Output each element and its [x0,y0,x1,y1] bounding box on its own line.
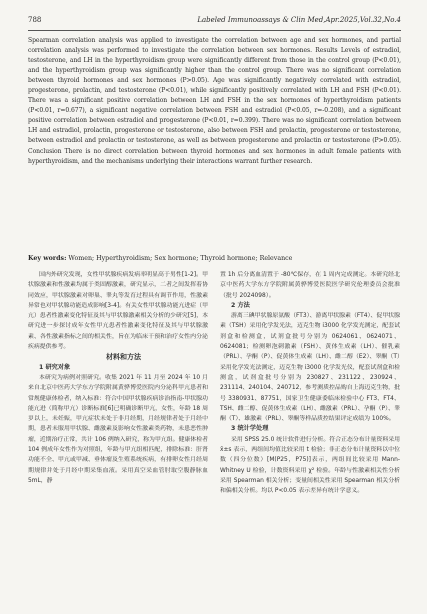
intro-paragraph: 国内外研究发现，女性甲状腺疾病发病率明显高于男性[1-2]。甲状腺激素和性激素均属于类固醇激素，研究显示，二者之间发挥着协同效应，甲状腺激素对卵巢、睾丸等发育过程具有调节作用，性激素异常也对甲状腺功能造成影响[3-4]。有关女性甲状腺功能亢进症（甲亢）患者性激素变化特征及其与甲状腺激素相关分析的少研究[5]，本研究进一步探讨成年女性甲亢患者性激素变化特征及其与甲状腺激素、各性激素指标之间的相关性，旨在为临床干预和治疗女性内分泌疾病提供参考。 [28,272,208,351]
page-number: 788 [28,16,42,24]
subheading-subjects: 1 研究对象 [39,363,71,371]
keywords-text: Women; Hyperthyroidism; Sex hormone; Thyroid hormone; Relevance [68,255,293,262]
right-column [220,270,400,497]
abstract-text [28,36,401,167]
page-header [28,12,401,31]
section-heading-methods: 材料和方法 [106,353,141,362]
methods-paragraph: 游离三碘甲状腺原氨酸（FT3）、游离甲状腺素（FT4）、促甲状腺素（TSH）采用化学发光法，迈克生物 i3000 化学发光测定，配套试剂盒和检测盒，试剂盒批号分别为 0624061、0624071、0624081；检测卵泡刺激素（FSH）、黄体生成素（LH）、催乳素（PRL）、孕酮（P）、促黄体生成素（LH）、雌二醇（E2）、睾酮（T）采用化学发光法测定，迈克生物 i3000 化学发光仪，配套试剂盒和检测盒，试剂盒批号分别为 230827、231122、230924、231114、240104、240712，参考测质控品购自上海迈克生物，批号 3380931、87751，国家卫生健康委临床检验中心 FT3、FT4、TSH、雌二醇、促黄体生成素（LH）、雌激素（PRL）、孕酮（P）、睾酮（T）、雄激素（PRL）、睾酮等样品质控结果评定成绩为 100%。 [220,313,400,423]
statistics-paragraph: 采用 SPSS 25.0 统计软件进行分析。符合正态分布计量资料采用 x̄±s 表示，两组间均值比较采用 t 检验；非正态分布计量资料以中位数（四分位数）[M(P25，P75)]表示，两组间比较采用 Mann-Whitney U 检验，计数资料采用 χ² 检验。年龄与性激素相关性分析采用 Spearman 相关分析；变量间相关性采用 Spearman 相关分析和偏相关分析。均以 P<0.05 表示差异有统计学意义。 [220,436,400,495]
keywords [28,254,401,264]
subheading-methods: 2 方法 [231,301,250,309]
subheading-statistics: 3 统计学处理 [231,425,269,433]
keywords-label: Key words: [28,255,67,262]
left-column [28,270,208,486]
continuation-paragraph: 置 1h 后分离血清置于 -80℃保存，在 1 周内完成测定。本研究经北京中医药大学东方学院附属黄骅博爱医院医学研究伦理委员会批准（批号 2024098）。 [220,272,400,299]
journal-citation: Labeled Immunoassays & Clin Med,Apr.2025,Vol.32,No.4 [197,16,401,24]
subjects-paragraph: 本研究为病例对照研究。收集 2021 年 11 月至 2024 年 10 月来自北京中医药大学东方学院附属黄骅博爱医院内分泌科甲亢患者和常规健康体检者，纳入标准：符合中国甲状腺疾病诊治指南-甲状腺功能亢进（简称甲亢）诊断标准[6]已明确诊断甲亢，女性，年龄 18 周岁以上，未妊娠，甲亢症状未处于非月经期，月经规律者处于月经中期，患者未服用甲状腺、雌激素及影响女性激素类药物，未患恶性肿瘤，近期治疗正常，共计 106 例纳入研究，称为甲亢组。健康体检者 104 例成年女性作为对照组，年龄与甲亢组相匹配，排除标准：肝肾功能不全、甲亢或甲减、垂体瘤及生殖系统疾病，有排卵女性月经周期规律并处于月经中期采集血液。采用真空采血管肘取空腹静脉血 5mL，静 [28,374,208,484]
abstract-paragraph: Spearman correlation analysis was applied to investigate the correlation between age and sex hormones, and partial correlation analysis was performed to investigate the correlation between sex hormones. Results Levels of estradiol, testosterone, and LH in the hyperthyroidism group were significantly different from those in the control group (P<0.01), and the hyperthyroidism group was significantly higher than the control group. There was no significant correlation between thyroid hormones and sex hormones (P>0.05). Age was significantly negatively correlated with estradiol, progesterone, prolactin, and testosterone (P<0.01), while significantly positively correlated with LH and FSH (P<0.01). There was a significant positive correlation between LH and FSH in the sex hormones of hyperthyroidism patients (P<0.01, r=0.677), a significant negative correlation between FSH and estradiol (P<0.05, r=-0.208), and a significant positive correlation between estradiol and progesterone (P<0.01, r=0.399). There was no significant correlation between LH and estradiol, prolactin, progesterone or testosterone, also between FSH and prolactin, progesterone or testosterone, between estradiol and prolactin or testosterone, as well as between progesterone and prolactin or testosterone (P>0.05). Conclusion There is no direct correlation between thyroid hormones and sex hormones in adult female patients with hyperthyroidism, and the mechanisms underlying their interactions warrant further research. [28,37,401,165]
